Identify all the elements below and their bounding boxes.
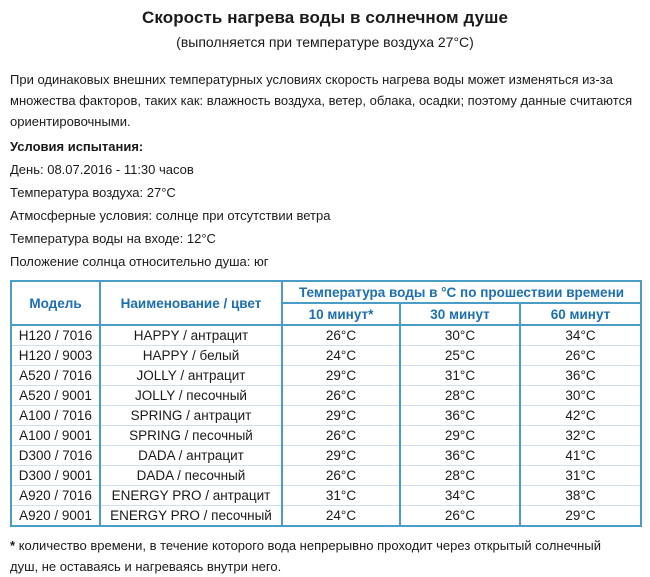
cell-temp-30min: 30°С	[400, 325, 520, 346]
cell-name-color: HAPPY / антрацит	[100, 325, 282, 346]
column-header-30min: 30 минут	[400, 303, 520, 325]
conditions-title: Условия испытания:	[10, 139, 144, 155]
cell-temp-60min: 36°С	[520, 366, 641, 386]
table-row	[11, 446, 641, 466]
cell-temp-10min: 29°С	[282, 366, 400, 386]
cell-temp-10min: 26°С	[282, 386, 400, 406]
table-body	[11, 325, 641, 526]
cell-model: A520 / 7016	[11, 366, 100, 386]
cell-temp-60min: 30°С	[520, 386, 641, 406]
cell-temp-10min: 24°С	[282, 506, 400, 527]
table-row	[11, 325, 641, 346]
footnote	[10, 536, 630, 576]
cell-model: H120 / 7016	[11, 325, 100, 346]
cell-model: A100 / 9001	[11, 426, 100, 446]
cell-temp-30min: 25°С	[400, 346, 520, 366]
page-title: Скорость нагрева воды в солнечном душе	[141, 8, 509, 27]
intro-paragraph: При одинаковых внешних температурных условиях скорость нагрева воды может изменяться из-за множества факторов, таких как: влажность воздуха, ветер, облака, осадки; поэтому данные считаются ориентировочными.	[10, 72, 633, 129]
cell-temp-10min: 26°С	[282, 426, 400, 446]
cell-name-color: ENERGY PRO / песочный	[100, 506, 282, 527]
column-header-name-color: Наименование / цвет	[100, 281, 282, 325]
cell-temp-30min: 26°С	[400, 506, 520, 527]
condition-day: День: 08.07.2016 - 11:30 часов	[10, 162, 194, 178]
cell-name-color: DADA / песочный	[100, 466, 282, 486]
cell-temp-60min: 38°С	[520, 486, 641, 506]
cell-model: A920 / 9001	[11, 506, 100, 527]
cell-temp-10min: 26°С	[282, 325, 400, 346]
cell-name-color: HAPPY / белый	[100, 346, 282, 366]
table-row	[11, 466, 641, 486]
cell-name-color: JOLLY / антрацит	[100, 366, 282, 386]
cell-temp-30min: 28°С	[400, 386, 520, 406]
cell-temp-10min: 29°С	[282, 446, 400, 466]
cell-temp-30min: 36°С	[400, 446, 520, 466]
cell-temp-10min: 29°С	[282, 406, 400, 426]
cell-temp-60min: 31°С	[520, 466, 641, 486]
condition-air-temp: Температура воздуха: 27°С	[10, 185, 176, 201]
column-header-model: Модель	[11, 281, 100, 325]
column-header-60min: 60 минут	[520, 303, 641, 325]
condition-inlet-water-temp: Температура воды на входе: 12°С	[10, 231, 216, 247]
cell-model: H120 / 9003	[11, 346, 100, 366]
page-subtitle: (выполняется при температуре воздуха 27°С)	[176, 34, 474, 50]
cell-temp-30min: 34°С	[400, 486, 520, 506]
table-row	[11, 406, 641, 426]
cell-temp-60min: 41°С	[520, 446, 641, 466]
footnote-text: количество времени, в течение которого вода непрерывно проходит через открытый солнечный душ, не оставаясь и нагреваясь внутри него.	[10, 538, 601, 574]
table-row	[11, 346, 641, 366]
cell-temp-10min: 24°С	[282, 346, 400, 366]
cell-model: A920 / 7016	[11, 486, 100, 506]
table-header-row-1	[11, 281, 641, 303]
cell-model: A100 / 7016	[11, 406, 100, 426]
table-row	[11, 366, 641, 386]
table-row	[11, 426, 641, 446]
heating-results-table	[10, 280, 642, 527]
cell-temp-60min: 26°С	[520, 346, 641, 366]
cell-temp-30min: 31°С	[400, 366, 520, 386]
cell-name-color: SPRING / антрацит	[100, 406, 282, 426]
cell-temp-60min: 42°С	[520, 406, 641, 426]
table-row	[11, 486, 641, 506]
cell-name-color: DADA / антрацит	[100, 446, 282, 466]
cell-name-color: SPRING / песочный	[100, 426, 282, 446]
table-row	[11, 506, 641, 527]
condition-atmosphere: Атмосферные условия: солнце при отсутствии ветра	[10, 208, 331, 224]
cell-temp-10min: 26°С	[282, 466, 400, 486]
condition-sun-position: Положение солнца относительно душа: юг	[10, 254, 269, 270]
cell-temp-60min: 32°С	[520, 426, 641, 446]
cell-model: A520 / 9001	[11, 386, 100, 406]
cell-temp-60min: 29°С	[520, 506, 641, 527]
cell-temp-30min: 28°С	[400, 466, 520, 486]
cell-model: D300 / 9001	[11, 466, 100, 486]
document-content	[0, 70, 650, 577]
cell-temp-30min: 36°С	[400, 406, 520, 426]
cell-temp-10min: 31°С	[282, 486, 400, 506]
column-header-10min: 10 минут*	[282, 303, 400, 325]
table-row	[11, 386, 641, 406]
cell-temp-30min: 29°С	[400, 426, 520, 446]
cell-temp-60min: 34°С	[520, 325, 641, 346]
footnote-marker: *	[10, 538, 16, 554]
cell-name-color: ENERGY PRO / антрацит	[100, 486, 282, 506]
column-header-temperature-group: Температура воды в °С по прошествии времени	[282, 281, 641, 303]
cell-model: D300 / 7016	[11, 446, 100, 466]
cell-name-color: JOLLY / песочный	[100, 386, 282, 406]
